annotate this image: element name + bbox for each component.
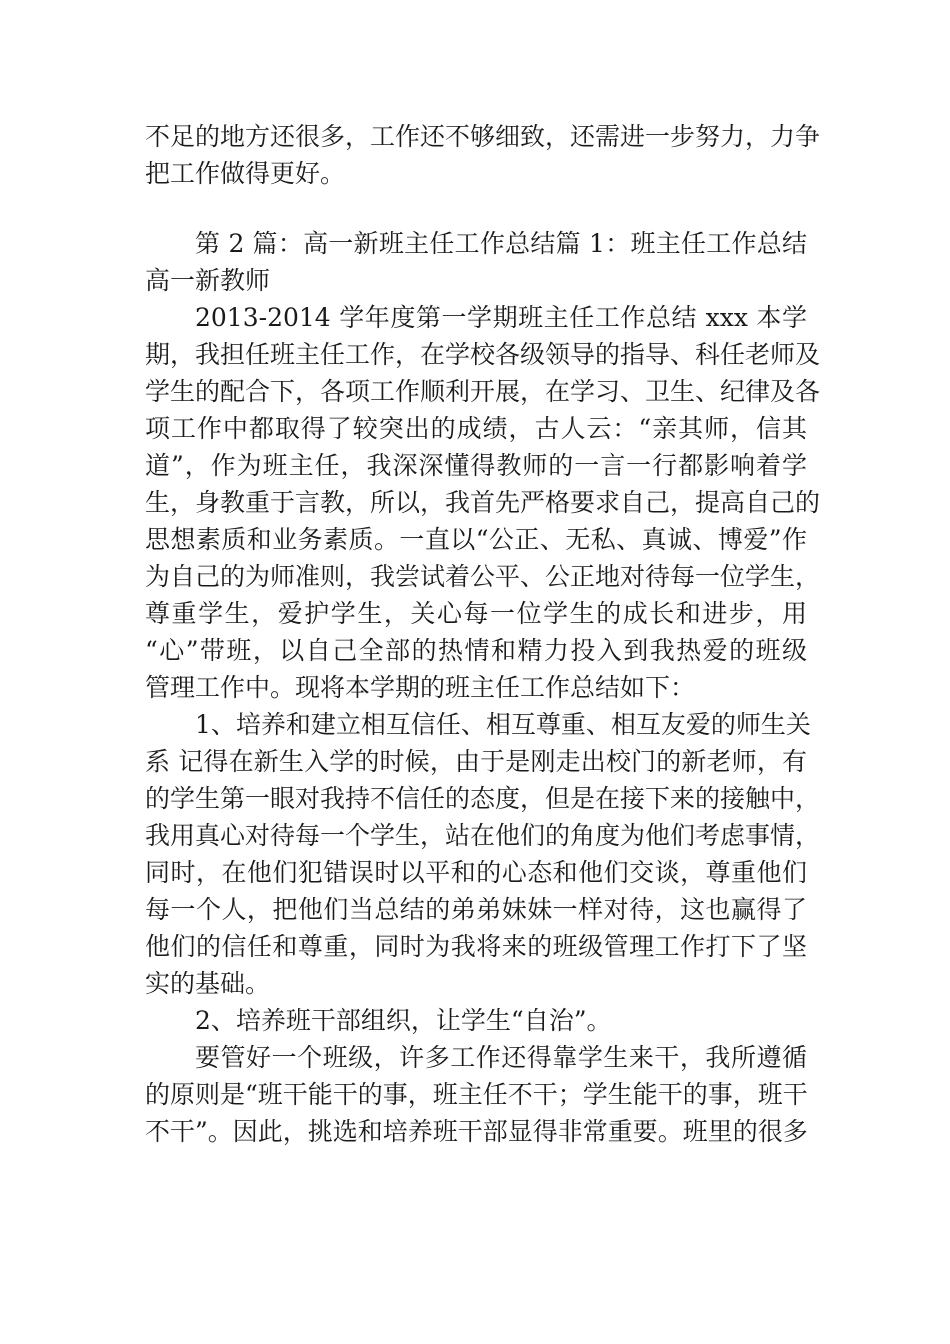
text-line: 系 记得在新生入学的时候，由于是刚走出校门的新老师，有 [145,747,807,776]
text-line: 不干”。因此，挑选和培养班干部显得非常重要。班里的很多 [145,1117,808,1146]
paragraph-point-2 [145,1002,807,1039]
text-line: 期，我担任班主任工作，在学校各级领导的指导、科任老师及 [145,340,821,369]
paragraph-continuation [145,118,821,192]
text-line: 为自己的为师准则，我尝试着公平、公正地对待每一位学生， [145,562,821,591]
text-line: 同时，在他们犯错误时以平和的心态和他们交谈，尊重他们 [145,858,807,887]
text-line: 他们的信任和尊重，同时为我将来的班级管理工作打下了坚 [145,932,807,961]
text-line: 2013-2014 学年度第一学期班主任工作总结 xxx 本学 [195,303,807,332]
text-line: 不足的地方还很多，工作还不够细致，还需进一步努力，力争 [145,122,821,151]
text-line: 我用真心对待每一个学生，站在他们的角度为他们考虑事情， [145,821,821,850]
paragraph-point-2-body [145,1039,807,1150]
text-line: 思想素质和业务素质。一直以“公正、无私、真诚、博爱”作 [145,525,807,554]
document-page [145,118,821,1150]
text-line: 实的基础。 [145,969,271,998]
text-line: “心”带班，以自己全部的热情和精力投入到我热爱的班级 [145,636,807,665]
text-line: 管理工作中。现将本学期的班主任工作总结如下： [145,673,696,702]
text-line: 学生的配合下，各项工作顺利开展，在学习、卫生、纪律及各 [145,377,821,406]
paragraph-intro [145,299,821,706]
text-line: 道”，作为班主任，我深深懂得教师的一言一行都影响着学 [145,451,807,480]
text-line: 2、培养班干部组织，让学生“自治”。 [195,1006,612,1035]
text-line: 1、培养和建立相互信任、相互尊重、相互友爱的师生关 [195,710,811,739]
text-line: 把工作做得更好。 [145,159,346,188]
section-heading [145,225,807,299]
text-line: 每一个人，把他们当总结的弟弟妹妹一样对待，这也赢得了 [145,895,807,924]
text-line: 的原则是“班干能干的事，班主任不干；学生能干的事，班干 [145,1080,808,1109]
text-line: 要管好一个班级，许多工作还得靠学生来干，我所遵循 [195,1043,807,1072]
text-line: 尊重学生，爱护学生，关心每一位学生的成长和进步，用 [145,599,807,628]
text-line: 项工作中都取得了较突出的成绩，古人云：“亲其师，信其 [145,414,807,443]
paragraph-point-1 [145,706,821,1002]
text-line: 高一新教师 [145,266,271,295]
text-line: 第 2 篇：高一新班主任工作总结篇 1：班主任工作总结 [195,229,807,258]
text-line: 生，身教重于言教，所以，我首先严格要求自己，提高自己的 [145,488,821,517]
text-line: 的学生第一眼对我持不信任的态度，但是在接下来的接触中， [145,784,821,813]
